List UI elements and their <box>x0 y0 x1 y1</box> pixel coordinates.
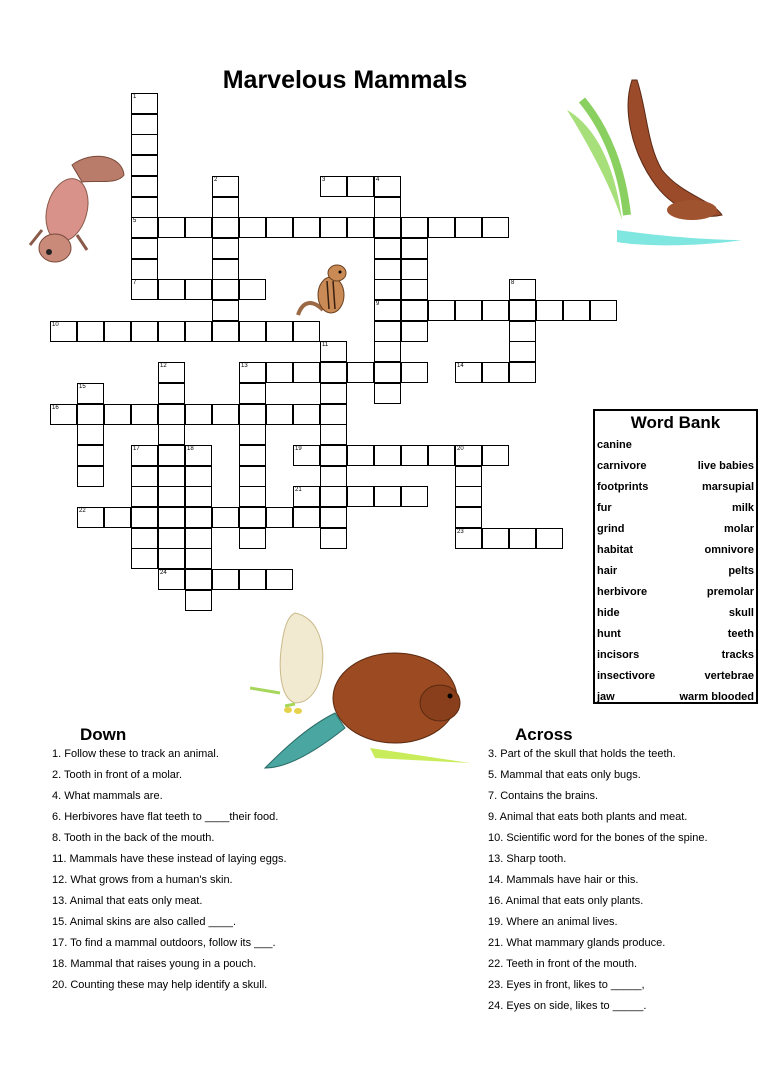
crossword-cell[interactable] <box>212 507 239 528</box>
word-bank-word: vertebrae <box>704 670 754 682</box>
across-clue: 10. Scientific word for the bones of the spine. <box>488 832 708 844</box>
down-clue: 4. What mammals are. <box>52 790 163 802</box>
across-clue: 14. Mammals have hair or this. <box>488 874 639 886</box>
crossword-cell[interactable] <box>374 445 401 466</box>
crossword-cell[interactable] <box>158 528 185 549</box>
crossword-cell[interactable] <box>158 321 185 342</box>
crossword-cell[interactable] <box>212 321 239 342</box>
crossword-cell[interactable] <box>239 466 266 487</box>
crossword-cell[interactable] <box>185 486 212 507</box>
crossword-cell[interactable] <box>158 486 185 507</box>
crossword-cell[interactable] <box>239 424 266 445</box>
crossword-cell[interactable] <box>239 279 266 300</box>
crossword-cell[interactable] <box>428 217 455 238</box>
crossword-cell[interactable] <box>131 528 158 549</box>
crossword-cell[interactable] <box>212 279 239 300</box>
word-bank-word: footprints <box>597 481 649 493</box>
word-bank-word: hair <box>597 565 618 577</box>
crossword-cell[interactable] <box>212 176 239 197</box>
down-clue: 15. Animal skins are also called ____. <box>52 916 237 928</box>
crossword-cell[interactable] <box>374 321 401 342</box>
clue-number: 22 <box>79 508 86 514</box>
across-clue: 7. Contains the brains. <box>488 790 599 802</box>
crossword-cell[interactable] <box>347 445 374 466</box>
crossword-cell[interactable] <box>293 404 320 425</box>
crossword-cell[interactable] <box>239 528 266 549</box>
crossword-cell[interactable] <box>239 445 266 466</box>
crossword-cell[interactable] <box>509 321 536 342</box>
crossword-cell[interactable] <box>239 507 266 528</box>
down-clue: 2. Tooth in front of a molar. <box>52 769 183 781</box>
crossword-cell[interactable] <box>266 321 293 342</box>
word-bank-row <box>597 519 754 540</box>
clue-number: 13 <box>241 363 248 370</box>
word-bank-word: live babies <box>697 460 754 472</box>
crossword-cell[interactable] <box>185 507 212 528</box>
word-bank-word: molar <box>724 523 754 535</box>
crossword-cell[interactable] <box>212 404 239 425</box>
crossword-cell[interactable] <box>158 445 185 466</box>
crossword-cell[interactable] <box>401 300 428 321</box>
crossword-cell[interactable] <box>320 486 347 507</box>
crossword-cell[interactable] <box>266 362 293 383</box>
crossword-cell[interactable] <box>77 424 104 445</box>
across-clue: 22. Teeth in front of the mouth. <box>488 958 638 970</box>
crossword-cell[interactable] <box>266 404 293 425</box>
crossword-cell[interactable] <box>77 445 104 466</box>
crossword-cell[interactable] <box>212 300 239 321</box>
clue-number: 4 <box>376 176 380 183</box>
crossword-cell[interactable] <box>374 362 401 383</box>
crossword-cell[interactable] <box>455 466 482 487</box>
crossword-cell[interactable] <box>131 486 158 507</box>
down-clue: 13. Animal that eats only meat. <box>52 895 203 907</box>
crossword-cell[interactable] <box>455 217 482 238</box>
crossword-cell[interactable] <box>131 445 158 466</box>
crossword-cell[interactable] <box>320 341 347 362</box>
clue-number: 21 <box>295 487 302 494</box>
word-bank-word: warm blooded <box>679 691 754 703</box>
crossword-cell[interactable] <box>158 362 185 383</box>
crossword-cell[interactable] <box>293 486 320 507</box>
crossword-cell[interactable] <box>347 362 374 383</box>
clue-number: 1 <box>133 94 137 100</box>
crossword-cell[interactable] <box>428 445 455 466</box>
crossword-cell[interactable] <box>293 321 320 342</box>
crossword-cell[interactable] <box>131 114 158 135</box>
crossword-cell[interactable] <box>320 466 347 487</box>
crossword-cell[interactable] <box>509 341 536 362</box>
word-bank-word: incisors <box>597 649 640 661</box>
crossword-cell[interactable] <box>455 445 482 466</box>
crossword-cell[interactable] <box>185 445 212 466</box>
crossword-cell[interactable] <box>104 404 131 425</box>
across-clue: 21. What mammary glands produce. <box>488 937 666 949</box>
word-bank-row <box>597 624 754 645</box>
crossword-cell[interactable] <box>77 466 104 487</box>
crossword-cell[interactable] <box>131 197 158 218</box>
crossword-cell[interactable] <box>131 134 158 155</box>
word-bank-row <box>597 666 754 687</box>
clue-number: 15 <box>79 383 86 390</box>
crossword-cell[interactable] <box>77 507 104 528</box>
clue-number: 3 <box>322 176 326 183</box>
word-bank-word: pelts <box>728 565 754 577</box>
crossword-cell[interactable] <box>131 217 158 238</box>
down-clue: 20. Counting these may help identify a skull. <box>52 979 268 991</box>
crossword-cell[interactable] <box>131 548 158 569</box>
puzzle-title: Marvelous Mammals <box>222 66 468 94</box>
across-clue: 13. Sharp tooth. <box>488 853 567 865</box>
crossword-cell[interactable] <box>104 321 131 342</box>
crossword-cell[interactable] <box>104 507 131 528</box>
crossword-cell[interactable] <box>293 362 320 383</box>
crossword-cell[interactable] <box>185 569 212 590</box>
clue-number: 14 <box>457 363 464 370</box>
clue-number: 18 <box>187 445 194 452</box>
word-bank-word: fur <box>597 502 612 514</box>
beaver-illustration <box>250 608 475 773</box>
crossword-cell[interactable] <box>158 569 185 590</box>
clue-number: 10 <box>52 321 59 328</box>
crossword-cell[interactable] <box>320 176 347 197</box>
word-bank-word: hunt <box>597 628 621 640</box>
clue-number: 2 <box>214 176 218 183</box>
crossword-cell[interactable] <box>131 279 158 300</box>
crossword-cell[interactable] <box>374 217 401 238</box>
crossword-cell[interactable] <box>239 486 266 507</box>
word-bank-word: canine <box>597 439 632 451</box>
crossword-cell[interactable] <box>401 279 428 300</box>
crossword-cell[interactable] <box>185 466 212 487</box>
word-bank-word: herbivore <box>597 586 648 598</box>
clue-number: 19 <box>295 445 302 452</box>
crossword-cell[interactable] <box>185 548 212 569</box>
crossword-cell[interactable] <box>131 404 158 425</box>
crossword-cell[interactable] <box>374 197 401 218</box>
down-clue: 11. Mammals have these instead of laying eggs. <box>52 853 287 865</box>
crossword-cell[interactable] <box>239 217 266 238</box>
across-clue: 3. Part of the skull that holds the teeth. <box>488 748 676 760</box>
down-clue: 17. To find a mammal outdoors, follow its ___. <box>52 937 276 949</box>
crossword-cell[interactable] <box>320 362 347 383</box>
crossword-cell[interactable] <box>536 300 563 321</box>
word-bank <box>593 409 758 704</box>
crossword-cell[interactable] <box>455 486 482 507</box>
crossword-cell[interactable] <box>374 176 401 197</box>
word-bank-row <box>597 435 754 456</box>
word-bank-word: habitat <box>597 544 634 556</box>
word-bank-row <box>597 687 754 708</box>
crossword-cell[interactable] <box>77 404 104 425</box>
weasel-illustration <box>562 70 747 255</box>
crossword-cell[interactable] <box>131 507 158 528</box>
crossword-cell[interactable] <box>266 569 293 590</box>
crossword-cell[interactable] <box>374 279 401 300</box>
word-bank-row <box>597 603 754 624</box>
crossword-cell[interactable] <box>239 362 266 383</box>
crossword-cell[interactable] <box>158 404 185 425</box>
clue-number: 9 <box>376 301 380 307</box>
across-clue: 23. Eyes in front, likes to _____, <box>488 979 645 991</box>
crossword-cell[interactable] <box>320 528 347 549</box>
down-clue: 18. Mammal that raises young in a pouch. <box>52 958 257 970</box>
crossword-cell[interactable] <box>131 259 158 280</box>
word-bank-word: omnivore <box>704 544 754 556</box>
word-bank-word: hide <box>597 607 620 619</box>
crossword-cell[interactable] <box>293 507 320 528</box>
down-clue: 12. What grows from a human's skin. <box>52 874 233 886</box>
chipmunk-illustration <box>293 255 358 320</box>
crossword-cell[interactable] <box>131 176 158 197</box>
clue-number: 24 <box>160 570 167 577</box>
down-heading: Down <box>80 725 127 744</box>
crossword-cell[interactable] <box>455 362 482 383</box>
down-clue: 1. Follow these to track an animal. <box>52 748 219 760</box>
crossword-cell[interactable] <box>158 548 185 569</box>
crossword-cell[interactable] <box>320 217 347 238</box>
crossword-cell[interactable] <box>428 300 455 321</box>
crossword-cell[interactable] <box>185 528 212 549</box>
crossword-cell[interactable] <box>266 217 293 238</box>
crossword-cell[interactable] <box>536 528 563 549</box>
crossword-cell[interactable] <box>455 528 482 549</box>
crossword-cell[interactable] <box>131 93 158 114</box>
clue-number: 7 <box>133 280 137 287</box>
word-bank-row <box>597 582 754 603</box>
crossword-cell[interactable] <box>239 383 266 404</box>
crossword-cell[interactable] <box>320 404 347 425</box>
crossword-cell[interactable] <box>590 300 617 321</box>
crossword-cell[interactable] <box>482 362 509 383</box>
crossword-cell[interactable] <box>131 155 158 176</box>
crossword-cell[interactable] <box>374 486 401 507</box>
crossword-cell[interactable] <box>158 507 185 528</box>
crossword-cell[interactable] <box>158 279 185 300</box>
crossword-cell[interactable] <box>374 259 401 280</box>
word-bank-word: premolar <box>706 586 754 598</box>
word-bank-word: insectivore <box>597 670 656 682</box>
crossword-cell[interactable] <box>185 404 212 425</box>
crossword-cell[interactable] <box>185 590 212 611</box>
crossword-cell[interactable] <box>509 279 536 300</box>
crossword-cell[interactable] <box>50 321 77 342</box>
clue-number: 17 <box>133 445 140 452</box>
across-clue: 16. Animal that eats only plants. <box>488 895 644 907</box>
crossword-cell[interactable] <box>293 445 320 466</box>
word-bank-row <box>597 498 754 519</box>
down-clue: 8. Tooth in the back of the mouth. <box>52 832 215 844</box>
crossword-cell[interactable] <box>131 321 158 342</box>
crossword-cell[interactable] <box>374 300 401 321</box>
crossword-cell[interactable] <box>212 197 239 218</box>
crossword-cell[interactable] <box>455 507 482 528</box>
crossword-cell[interactable] <box>158 424 185 445</box>
crossword-cell[interactable] <box>320 383 347 404</box>
word-bank-word: jaw <box>597 691 615 703</box>
across-clue: 19. Where an animal lives. <box>488 916 618 928</box>
word-bank-row <box>597 477 754 498</box>
word-bank-title: Word Bank <box>630 413 721 432</box>
crossword-cell[interactable] <box>401 217 428 238</box>
crossword-cell[interactable] <box>320 424 347 445</box>
word-bank-word: tracks <box>721 649 754 661</box>
word-bank-word: grind <box>597 523 625 535</box>
crossword-cell[interactable] <box>374 238 401 259</box>
crossword-cell[interactable] <box>509 528 536 549</box>
crossword-cell[interactable] <box>185 217 212 238</box>
crossword-cell[interactable] <box>401 445 428 466</box>
crossword-cell[interactable] <box>239 404 266 425</box>
crossword-cell[interactable] <box>239 569 266 590</box>
crossword-cell[interactable] <box>563 300 590 321</box>
crossword-cell[interactable] <box>212 217 239 238</box>
crossword-cell[interactable] <box>374 341 401 362</box>
crossword-cell[interactable] <box>482 528 509 549</box>
crossword-cell[interactable] <box>347 217 374 238</box>
crossword-cell[interactable] <box>293 217 320 238</box>
crossword-cell[interactable] <box>185 279 212 300</box>
crossword-cell[interactable] <box>212 259 239 280</box>
clue-number: 23 <box>457 528 464 535</box>
clue-number: 5 <box>133 218 137 225</box>
crossword-cell[interactable] <box>212 569 239 590</box>
crossword-cell[interactable] <box>482 300 509 321</box>
word-bank-word: teeth <box>727 628 754 640</box>
crossword-cell[interactable] <box>509 362 536 383</box>
across-heading: Across <box>515 725 573 744</box>
down-clue: 6. Herbivores have flat teeth to ____their food. <box>52 811 279 823</box>
crossword-cell[interactable] <box>374 383 401 404</box>
crossword-cell[interactable] <box>158 217 185 238</box>
crossword-cell[interactable] <box>401 321 428 342</box>
crossword-cell[interactable] <box>401 238 428 259</box>
crossword-cell[interactable] <box>77 321 104 342</box>
crossword-cell[interactable] <box>482 445 509 466</box>
crossword-cell[interactable] <box>158 466 185 487</box>
crossword-cell[interactable] <box>320 445 347 466</box>
crossword-cell[interactable] <box>131 238 158 259</box>
crossword-cell[interactable] <box>455 300 482 321</box>
word-bank-row <box>597 645 754 666</box>
clue-number: 8 <box>511 280 515 287</box>
crossword-cell[interactable] <box>185 321 212 342</box>
word-bank-row <box>597 456 754 477</box>
clue-number: 16 <box>52 404 59 411</box>
crossword-cell[interactable] <box>509 300 536 321</box>
squirrel-illustration <box>22 150 132 270</box>
crossword-cell[interactable] <box>401 362 428 383</box>
across-clue: 9. Animal that eats both plants and meat. <box>488 811 688 823</box>
crossword-cell[interactable] <box>77 383 104 404</box>
word-bank-row <box>597 561 754 582</box>
word-bank-word: marsupial <box>702 481 754 493</box>
crossword-cell[interactable] <box>482 217 509 238</box>
crossword-cell[interactable] <box>401 259 428 280</box>
crossword-cell[interactable] <box>50 404 77 425</box>
clue-number: 20 <box>457 445 464 452</box>
crossword-cell[interactable] <box>158 383 185 404</box>
word-bank-word: skull <box>728 607 754 619</box>
crossword-cell[interactable] <box>212 238 239 259</box>
crossword-cell[interactable] <box>239 321 266 342</box>
word-bank-word: carnivore <box>597 460 647 472</box>
crossword-cell[interactable] <box>347 176 374 197</box>
across-clue: 5. Mammal that eats only bugs. <box>488 769 641 781</box>
crossword-cell[interactable] <box>401 486 428 507</box>
crossword-cell[interactable] <box>131 466 158 487</box>
crossword-cell[interactable] <box>347 486 374 507</box>
crossword-cell[interactable] <box>266 507 293 528</box>
word-bank-row <box>597 540 754 561</box>
word-bank-word: milk <box>731 502 754 514</box>
clue-number: 12 <box>160 363 167 370</box>
across-clue: 24. Eyes on side, likes to _____. <box>488 1000 647 1012</box>
crossword-cell[interactable] <box>320 507 347 528</box>
clue-number: 11 <box>322 342 329 349</box>
